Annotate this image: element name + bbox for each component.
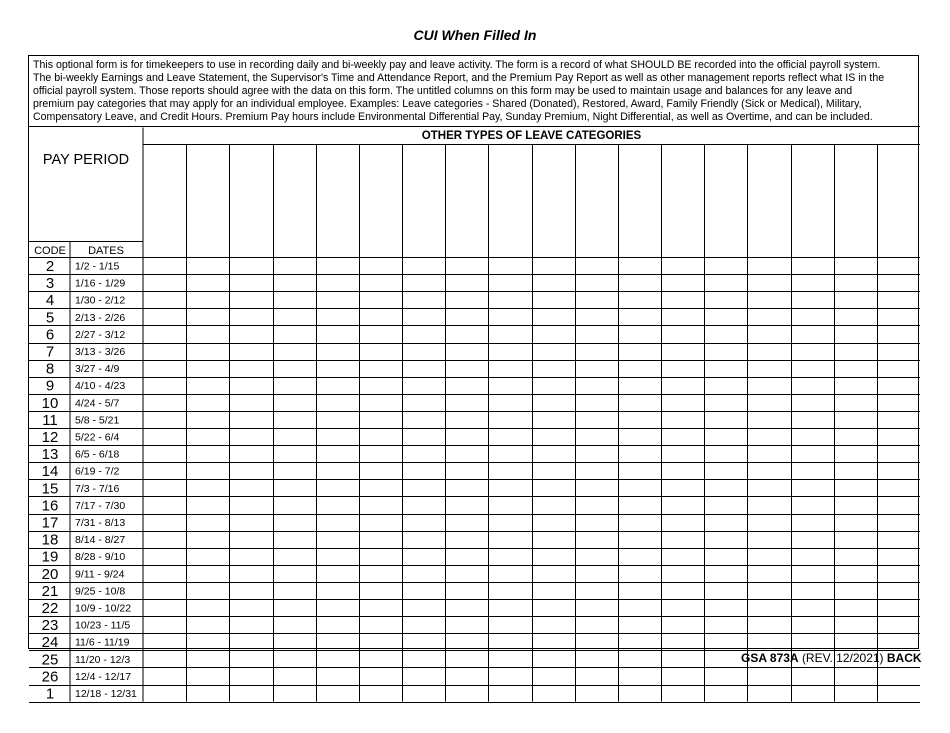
instructions-line: official payroll system. Those reports should agree with the data on this form. The untitled columns on this form may be used to maintain usage and balances for any leave and	[33, 85, 853, 97]
pay-period-code: 19	[41, 548, 59, 566]
pay-period-dates: 1/16 - 1/29	[75, 277, 126, 290]
pay-period-code: 13	[41, 446, 59, 464]
form-side: BACK	[886, 651, 922, 665]
pay-period-dates: 3/13 - 3/26	[75, 346, 126, 358]
pay-period-code: 5	[45, 309, 55, 327]
pay-period-code: 22	[41, 600, 59, 617]
pay-period-code: 1	[45, 685, 55, 703]
pay-period-code: 18	[41, 531, 59, 549]
pay-period-code: 25	[41, 651, 59, 669]
form-revision: (REV. 12/2021)	[801, 651, 884, 665]
pay-period-dates: 5/8 - 5/21	[75, 414, 120, 427]
pay-period-dates: 8/28 - 9/10	[75, 551, 126, 564]
pay-period-dates: 4/24 - 5/7	[75, 397, 120, 410]
pay-period-code: 6	[45, 326, 55, 344]
pay-period-code: 12	[41, 429, 59, 446]
pay-period-dates: 6/19 - 7/2	[75, 465, 120, 478]
pay-period-dates: 2/27 - 3/12	[75, 328, 126, 341]
pay-period-dates: 11/20 - 12/3	[75, 653, 131, 666]
pay-period-dates: 12/4 - 12/17	[75, 670, 132, 683]
pay-period-code: 17	[41, 514, 59, 532]
pay-period-dates: 9/25 - 10/8	[75, 585, 126, 598]
pay-period-dates: 11/6 - 11/19	[75, 636, 130, 649]
pay-period-code: 20	[41, 565, 59, 583]
pay-period-dates: 6/5 - 6/18	[75, 448, 120, 461]
pay-period-code: 11	[42, 411, 58, 429]
pay-period-code: 16	[41, 497, 59, 515]
pay-period-code: 23	[41, 617, 59, 635]
page-title: CUI When Filled In	[413, 27, 537, 43]
form-footer	[741, 651, 922, 665]
pay-period-code: 2	[45, 258, 55, 275]
pay-period-code: 10	[41, 394, 59, 412]
instructions-line: The bi-weekly Earnings and Leave Statement, the Supervisor's Time and Attendance Report, and the Premium Pay Report as well as other management reports reflect what IS in the	[33, 72, 885, 84]
form-number: GSA 873A	[741, 651, 799, 665]
pay-period-code: 14	[41, 463, 59, 481]
pay-period-code: 26	[41, 668, 59, 686]
pay-period-code: 7	[45, 343, 55, 361]
pay-period-dates: 1/30 - 2/12	[75, 294, 126, 307]
instructions-line: Compensatory Leave, and Credit Hours. Premium Pay hours include Environmental Differential Pay, Sunday Premium, Night Differential, as well as Overtime, and can be included.	[33, 111, 873, 123]
instructions-line: premium pay categories that may apply for an individual employee. Examples: Leave categories - Shared (Donated), Restored, Award, Family Friendly (Sick or Medical), Military,	[33, 98, 862, 110]
pay-period-dates: 5/22 - 6/4	[75, 431, 120, 444]
pay-period-code: 9	[45, 377, 55, 395]
pay-period-dates: 2/13 - 2/26	[75, 311, 126, 324]
pay-period-code: 15	[41, 480, 59, 498]
pay-period-label: PAY PERIOD	[42, 152, 130, 168]
pay-period-dates: 7/31 - 8/13	[75, 517, 126, 529]
pay-period-dates: 3/27 - 4/9	[75, 363, 120, 376]
pay-period-dates: 4/10 - 4/23	[75, 380, 126, 393]
other-leave-categories-header: OTHER TYPES OF LEAVE CATEGORIES	[421, 130, 642, 142]
pay-period-dates: 9/11 - 9/24	[75, 568, 125, 581]
pay-period-code: 3	[45, 275, 55, 293]
pay-period-dates: 7/3 - 7/16	[75, 482, 120, 495]
instructions-line: This optional form is for timekeepers to use in recording daily and bi-weekly pay and leave activity. The form is a record of what SHOULD BE recorded into the official payroll system.	[33, 59, 881, 71]
pay-period-code: 24	[41, 634, 59, 652]
pay-period-dates: 12/18 - 12/31	[75, 688, 137, 700]
pay-period-dates: 8/14 - 8/27	[75, 534, 126, 547]
pay-period-code: 4	[45, 292, 55, 310]
pay-period-code: 21	[41, 582, 59, 600]
pay-period-dates: 7/17 - 7/30	[75, 499, 126, 512]
instructions-text	[33, 59, 917, 124]
pay-period-dates: 10/23 - 11/5	[75, 619, 131, 632]
dates-header: DATES	[88, 245, 124, 257]
pay-period-dates: 1/2 - 1/15	[75, 260, 120, 273]
pay-period-code: 8	[45, 360, 55, 378]
pay-period-dates: 10/9 - 10/22	[75, 602, 132, 615]
code-header: CODE	[34, 245, 66, 257]
